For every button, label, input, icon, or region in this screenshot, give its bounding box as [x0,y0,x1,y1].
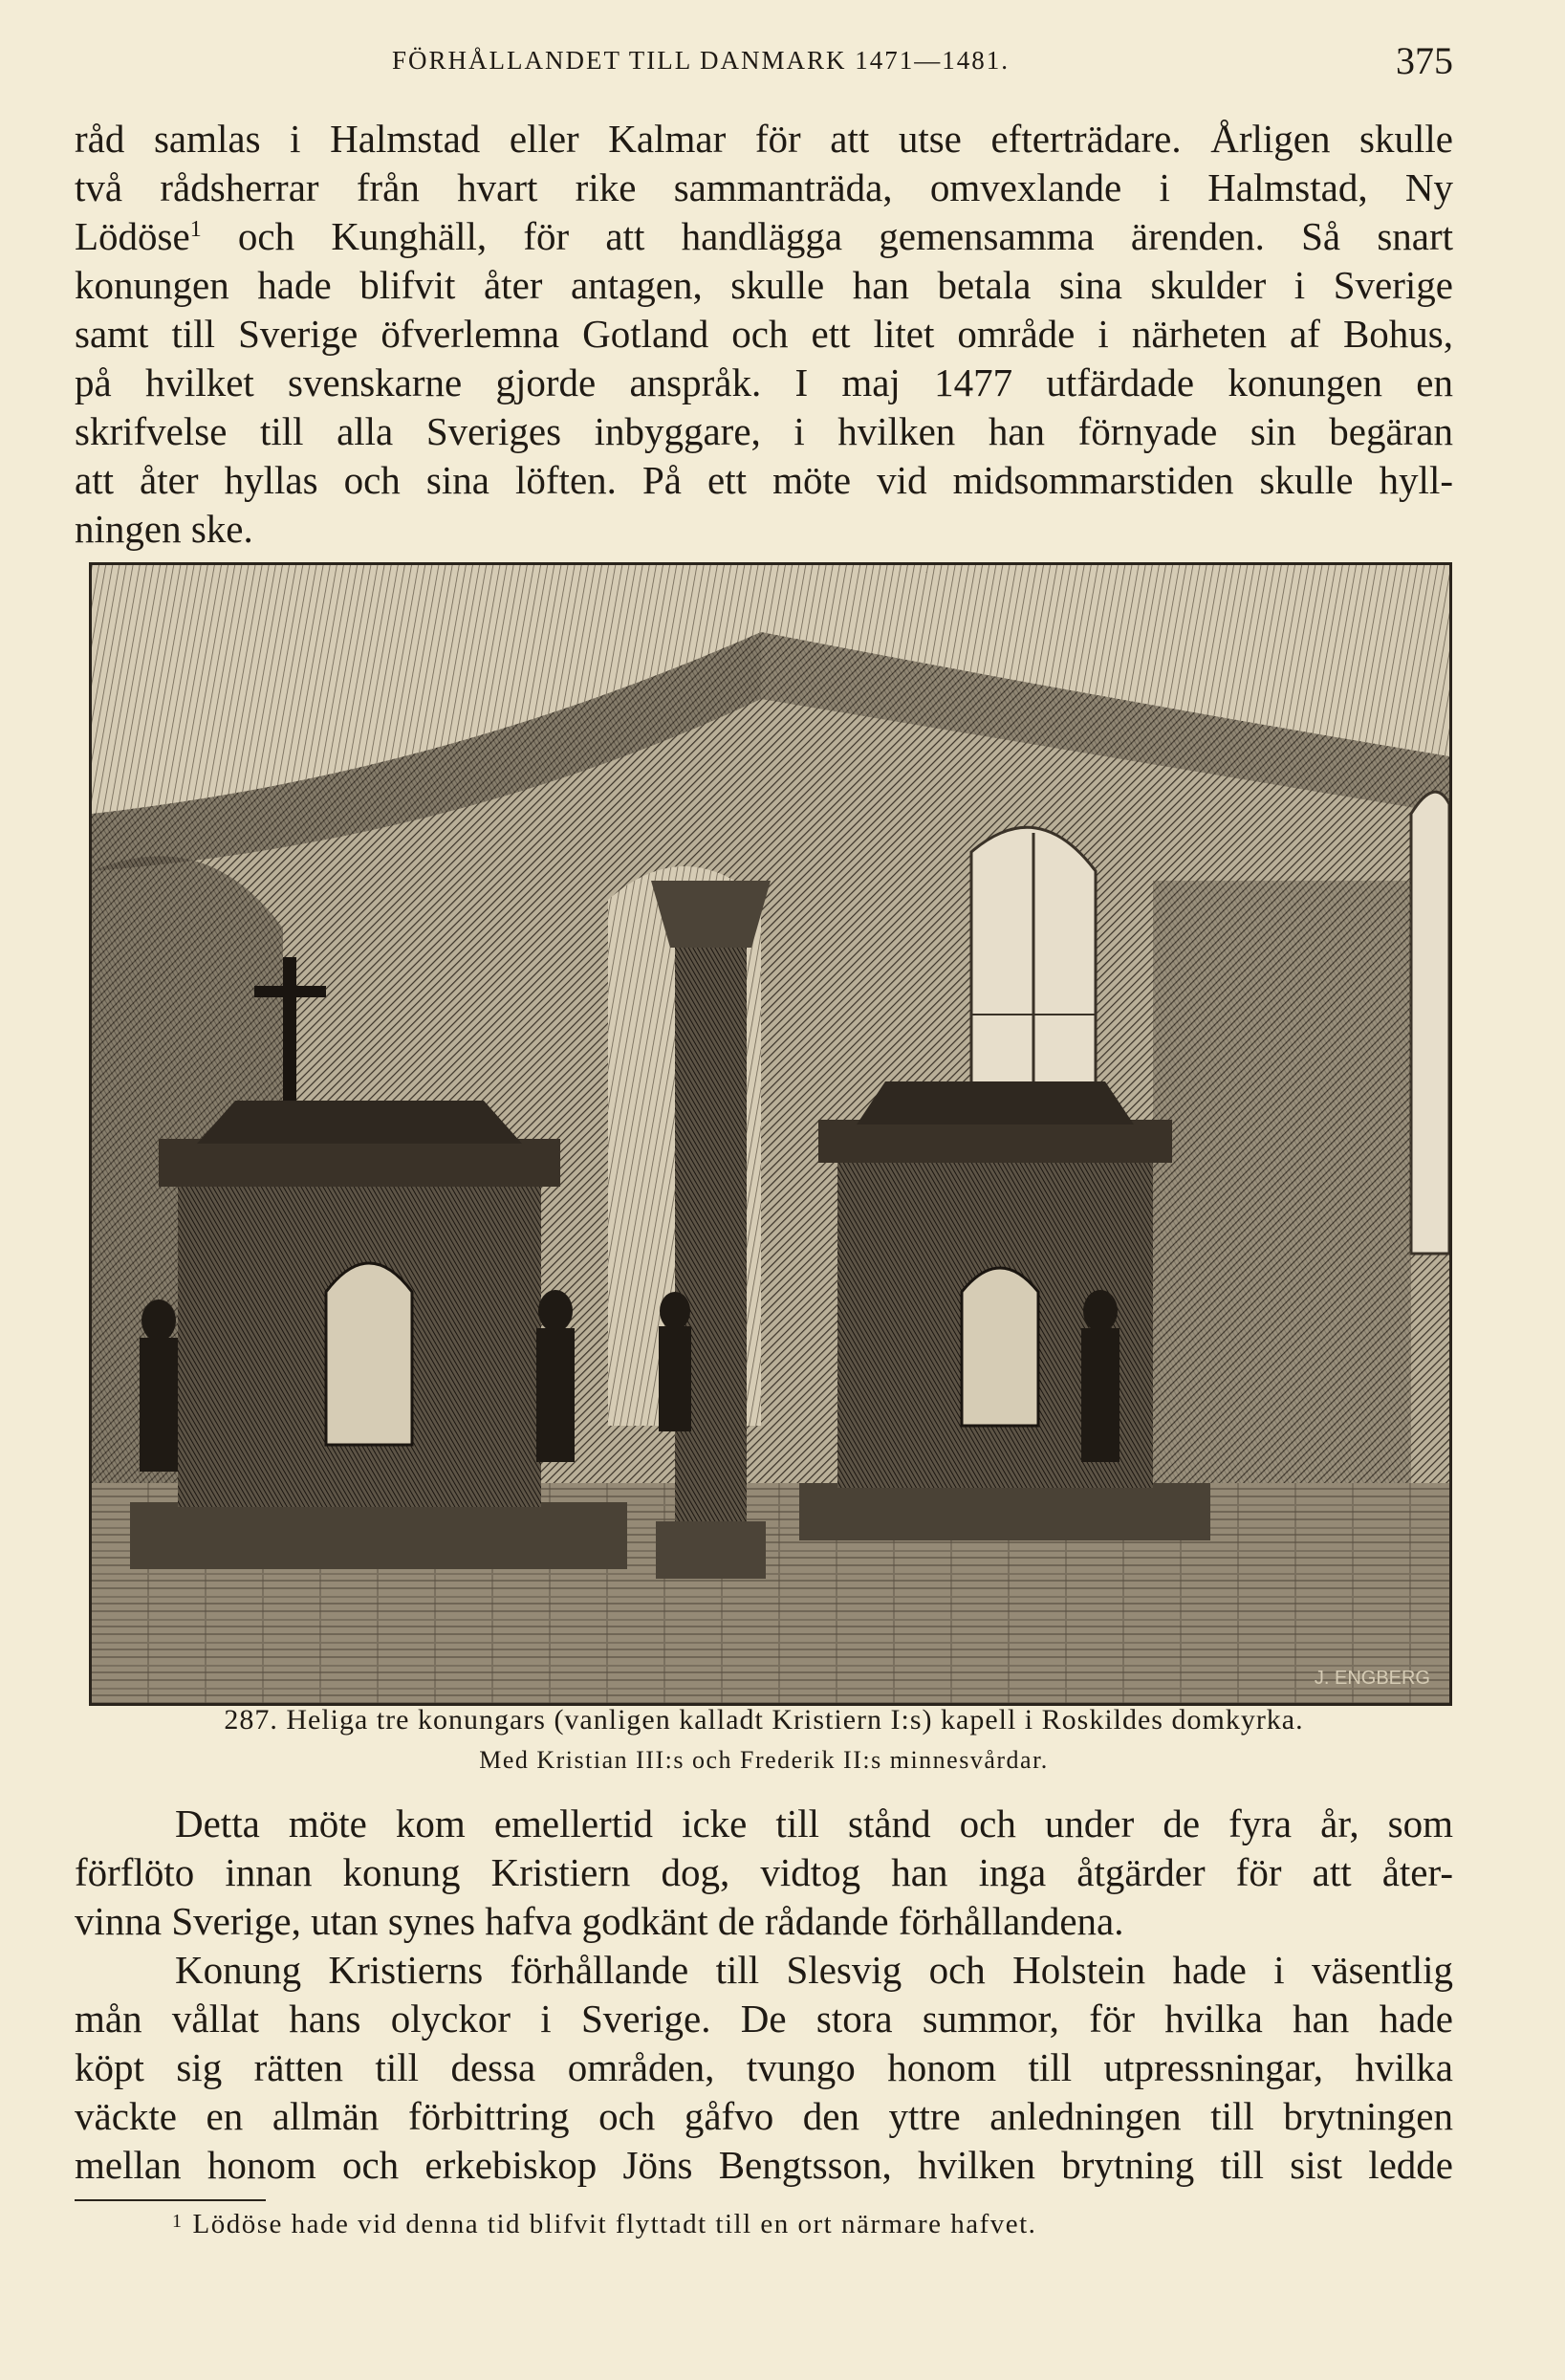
text-line: råd samlas i Halmstad eller Kalmar för att utse efterträdare. Årligen skulle [75,117,1453,161]
text-line-rest: och Kunghäll, för att handlägga gemensamma ärenden. Så snart [237,214,1454,258]
text-line: på hvilket svenskarne gjorde anspråk. I maj 1477 utfärdade konungen en [75,360,1453,404]
text-line: förflöto innan konung Kristiern dog, vidtog han inga åtgärder för att åter- [75,1850,1453,1894]
paragraph-2 [75,1800,1453,1946]
footnote-text: Lödöse hade vid denna tid blifvit flyttadt till en ort närmare hafvet. [192,2209,1037,2239]
text-line-with-footnote-ref [75,212,1453,261]
text-line: vinna Sverige, utan synes hafva godkänt de rådande förhållandena. [75,1899,1124,1943]
footnote-reference[interactable]: 1 [189,217,202,242]
column-capital [651,881,771,948]
figure-caption: 287. Heliga tre konungars (vanligen kalladt Kristiern I:s) kapell i Roskildes domkyrka. [224,1704,1304,1736]
column [675,900,747,1531]
right-wall [1153,881,1411,1550]
text-line: mån vållat hans olyckor i Sverige. De stora summor, för hvilka han hade [75,1997,1453,2041]
figure-caption-subtitle: Med Kristian III:s och Frederik II:s minnesvårdar. [479,1746,1049,1774]
right-tomb [799,1081,1210,1540]
column-base [656,1521,766,1579]
page-number: 375 [1396,39,1453,82]
text-line: väckte en allmän förbittring och gåfvo den yttre anledningen till brytningen [75,2094,1453,2138]
paragraph-3 [75,1946,1453,2190]
text-line: samt till Sverige öfverlemna Gotland och ett litet område i närheten af Bohus, [75,312,1453,356]
window-right [1411,792,1449,1254]
text-line: mellan honom och erkebiskop Jöns Bengtsson, hvilken brytning till sist ledde [75,2143,1453,2187]
chapel-interior-engraving [92,565,1449,1703]
footnote-marker: 1 [172,2211,184,2232]
engraver-signature: J. ENGBERG [1314,1668,1430,1689]
engraving-illustration [89,562,1452,1706]
text-line: skrifvelse till alla Sveriges inbyggare, i hvilken han förnyade sin begäran [75,409,1453,453]
text-line: Detta möte kom emellertid icke till stånd och under de fyra år, som [175,1801,1453,1845]
footnote [172,2209,1036,2240]
footnote-divider [75,2199,266,2201]
text-line: konungen hade blifvit åter antagen, skulle han betala sina skulder i Sverige [75,263,1453,307]
text-line: två rådsherrar från hvart rike sammanträda, omvexlande i Halmstad, Ny [75,165,1453,209]
running-title: FÖRHÅLLANDET TILL DANMARK 1471—1481. [392,46,1010,75]
text-line: att åter hyllas och sina löften. På ett möte vid midsommarstiden skulle hyll- [75,458,1453,502]
text-line: köpt sig rätten till dessa områden, tvungo honom till utpressningar, hvilka [75,2045,1453,2089]
text-line: Konung Kristierns förhållande till Slesvig och Holstein hade i väsentlig [175,1948,1453,1992]
paragraph-1 [75,115,1453,554]
text-line: ningen ske. [75,507,253,551]
footnote-anchor-word: Lödöse [75,214,190,258]
running-head [76,38,1453,86]
